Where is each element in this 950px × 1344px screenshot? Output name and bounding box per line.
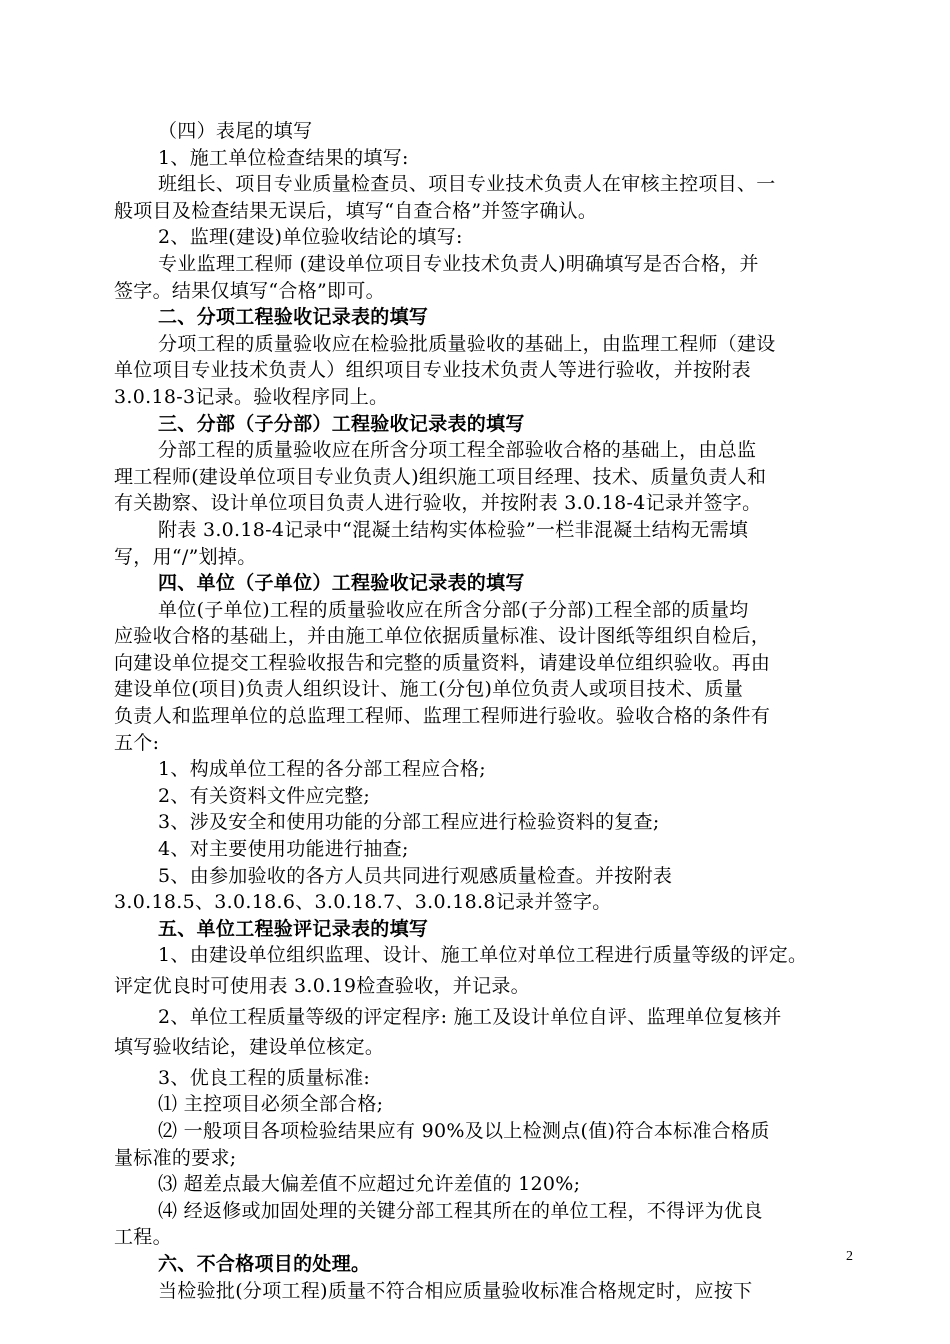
text-line: 有关勘察、设计单位项目负责人进行验收，并按附表 3.0.18-4记录并签字。	[114, 492, 762, 515]
text-line: ⑷ 经返修或加固处理的关键分部工程其所在的单位工程，不得评为优良	[158, 1199, 763, 1222]
text-line: 理工程师(建设单位项目专业负责人)组织施工项目经理、技术、质量负责人和	[114, 465, 767, 488]
text-line: 3、涉及安全和使用功能的分部工程应进行检验资料的复查;	[158, 811, 660, 834]
text-line: 评定优良时可使用表 3.0.19检查验收，并记录。	[114, 975, 530, 997]
text-line: 应验收合格的基础上，并由施工单位依据质量标准、设计图纸等组织自检后，	[114, 625, 771, 648]
text-line: 填写验收结论，建设单位核定。	[114, 1036, 385, 1059]
text-line: ⑶ 超差点最大偏差值不应超过允许差值的 120%;	[158, 1173, 581, 1196]
section-heading: 五、单位工程验评记录表的填写	[158, 917, 429, 940]
text-line: 专业监理工程师 (建设单位项目专业技术负责人)明确填写是否合格，并	[158, 252, 759, 275]
text-line: 3.0.18-3记录。验收程序同上。	[114, 385, 389, 408]
text-line: 2、有关资料文件应完整;	[158, 784, 371, 807]
page-number: 2	[846, 1249, 853, 1264]
text-line: 负责人和监理单位的总监理工程师、监理工程师进行验收。验收合格的条件有	[114, 705, 771, 728]
text-line: 5、由参加验收的各方人员共同进行观感质量检查。并按附表	[158, 864, 673, 887]
text-line: 3.0.18.5、3.0.18.6、3.0.18.7、3.0.18.8记录并签字。	[114, 891, 612, 914]
text-line: ⑴ 主控项目必须全部合格;	[158, 1093, 384, 1116]
section-heading: 四、单位（子单位）工程验收记录表的填写	[158, 572, 525, 595]
text-line: 3、优良工程的质量标准:	[158, 1066, 371, 1089]
text-line: 分项工程的质量验收应在检验批质量验收的基础上，由监理工程师（建设	[158, 332, 776, 355]
document-body	[114, 118, 859, 1304]
section-heading: 六、不合格项目的处理。	[158, 1252, 371, 1275]
text-line: 1、施工单位检查结果的填写:	[158, 146, 409, 169]
text-line: （四）表尾的填写	[158, 120, 313, 142]
text-line: 2、单位工程质量等级的评定程序: 施工及设计单位自评、监理单位复核并	[158, 1005, 782, 1028]
text-line: ⑵ 一般项目各项检验结果应有 90%及以上检测点(值)符合本标准合格质	[158, 1119, 770, 1142]
text-line: 写，用“/”划掉。	[114, 545, 257, 568]
text-line: 4、对主要使用功能进行抽查;	[158, 838, 409, 861]
text-line: 单位项目专业技术负责人）组织项目专业技术负责人等进行验收，并按附表	[114, 359, 751, 382]
text-line: 签字。结果仅填写“合格”即可。	[114, 279, 385, 302]
text-line: 班组长、项目专业质量检查员、项目专业技术负责人在审核主控项目、一	[158, 173, 776, 196]
text-line: 2、监理(建设)单位验收结论的填写:	[158, 226, 463, 249]
section-heading: 二、分项工程验收记录表的填写	[158, 306, 429, 329]
text-line: 当检验批(分项工程)质量不符合相应质量验收标准合格规定时，应按下	[158, 1279, 753, 1302]
text-line: 量标准的要求;	[114, 1146, 237, 1169]
section-heading: 三、分部（子分部）工程验收记录表的填写	[158, 412, 525, 435]
text-line: 五个:	[114, 731, 160, 754]
text-line: 1、构成单位工程的各分部工程应合格;	[158, 758, 486, 781]
text-line: 向建设单位提交工程验收报告和完整的质量资料，请建设单位组织验收。再由	[114, 651, 771, 674]
text-line: 工程。	[114, 1226, 172, 1249]
text-line: 般项目及检查结果无误后，填写“自查合格”并签字确认。	[114, 199, 598, 222]
text-line: 建设单位(项目)负责人组织设计、施工(分包)单位负责人或项目技术、质量	[114, 678, 744, 701]
text-line: 附表 3.0.18-4记录中“混凝土结构实体检验”一栏非混凝土结构无需填	[158, 518, 749, 541]
text-line: 1、由建设单位组织监理、设计、施工单位对单位工程进行质量等级的评定。	[158, 944, 808, 967]
text-line: 单位(子单位)工程的质量验收应在所含分部(子分部)工程全部的质量均	[158, 598, 749, 621]
text-line: 分部工程的质量验收应在所含分项工程全部验收合格的基础上，由总监	[158, 439, 757, 462]
